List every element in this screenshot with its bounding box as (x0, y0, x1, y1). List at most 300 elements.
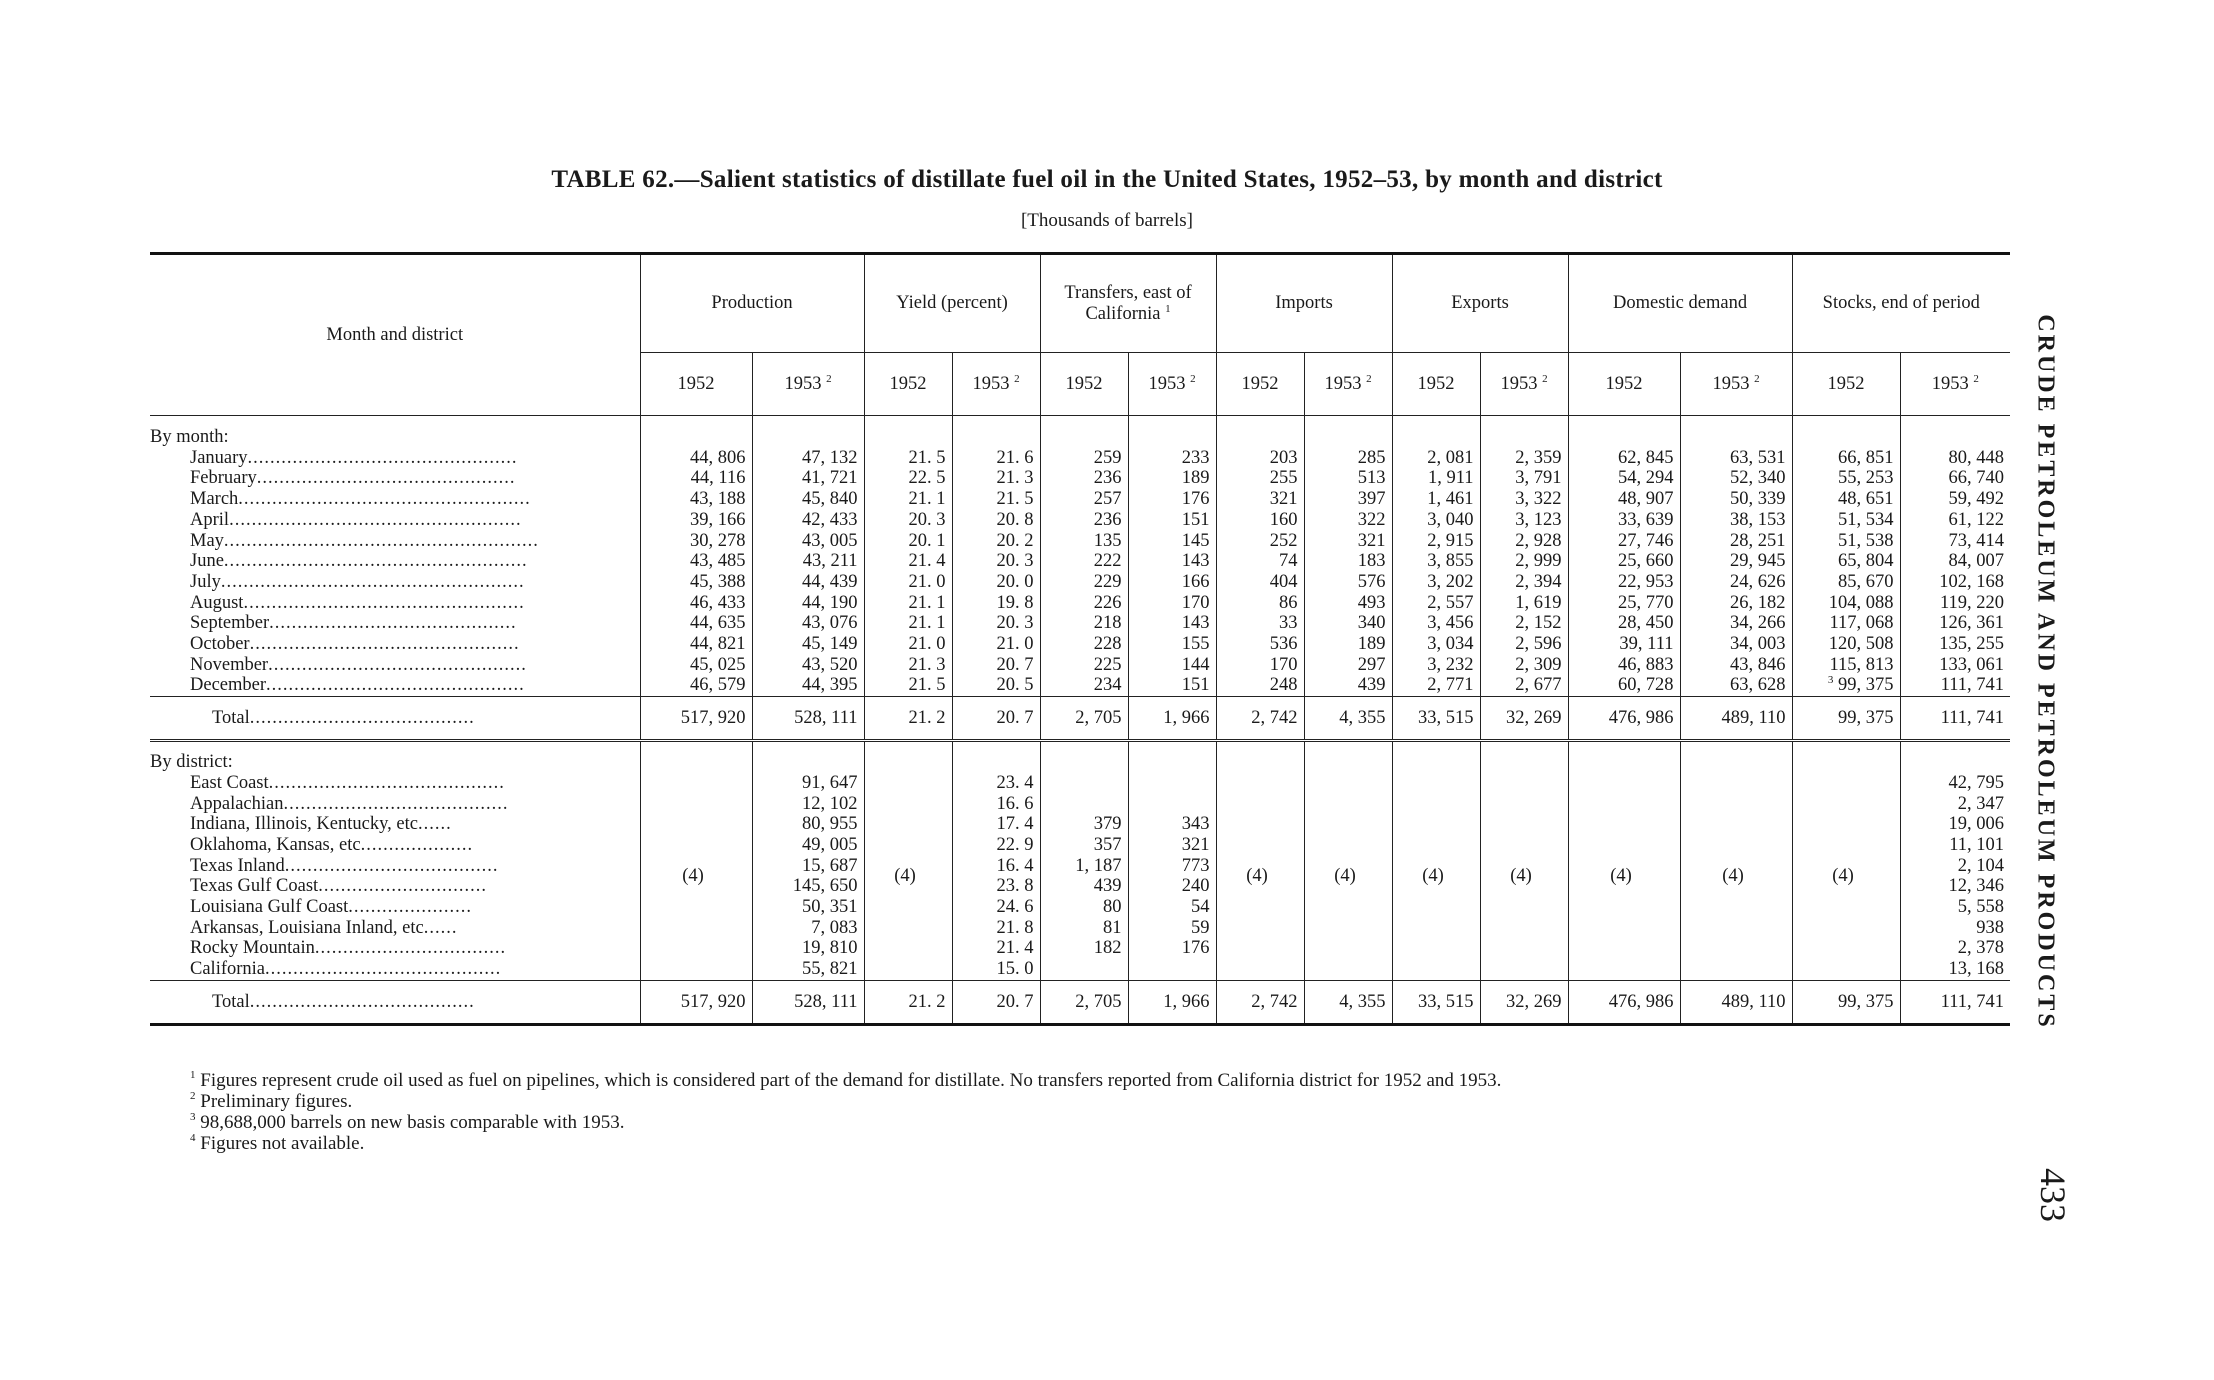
year-label: 1953 (1148, 373, 1186, 394)
table-cell (1680, 551, 1792, 572)
table-cell: 16. 4 (952, 856, 1040, 877)
table-cell (1392, 489, 1480, 510)
total-cell: 476, 986 (1568, 697, 1680, 741)
cell-value: 2, 394 (1515, 571, 1562, 592)
total-cell: 21. 2 (864, 980, 952, 1024)
cell-value: 203 (1269, 447, 1298, 468)
not-available-cell (1216, 773, 1304, 981)
table-cell (1480, 448, 1568, 469)
table-cell: 2, 347 (1900, 794, 2010, 815)
total-cell: 489, 110 (1680, 980, 1792, 1024)
cell-value: 48, 907 (1618, 489, 1674, 510)
row-label (150, 634, 640, 655)
row-label-text: Oklahoma, Kansas, etc (190, 834, 361, 855)
table-cell (752, 551, 864, 572)
table-cell (1680, 655, 1792, 676)
cell-value: 126, 361 (1939, 613, 2005, 634)
leader-dots: ........................................ (283, 793, 509, 814)
footnote-mark: 3 (1827, 674, 1834, 687)
table-row (150, 468, 2010, 489)
not-available-cell (1568, 773, 1680, 981)
table-cell (1392, 531, 1480, 552)
year-header-1953 (952, 353, 1040, 416)
table-cell (864, 468, 952, 489)
cell-value: 46, 579 (690, 675, 746, 696)
table-row (150, 551, 2010, 572)
group-header-stocks: Stocks, end of period (1792, 254, 2010, 353)
cell-value: 52, 340 (1730, 468, 1786, 489)
table-cell (1792, 655, 1900, 676)
table-cell: 15. 0 (952, 959, 1040, 980)
table-cell: 42, 795 (1900, 773, 2010, 794)
total-cell: 1, 966 (1128, 980, 1216, 1024)
cell-value: 2, 557 (1427, 592, 1474, 613)
table-cell (1680, 468, 1792, 489)
cell-value: 536 (1269, 634, 1298, 655)
cell-value: 225 (1093, 654, 1122, 675)
total-cell: 528, 111 (752, 697, 864, 741)
table-cell (864, 510, 952, 531)
table-cell (1040, 448, 1128, 469)
table-cell: 23. 8 (952, 876, 1040, 897)
leader-dots: ................................................ (249, 634, 520, 655)
table-cell (1304, 572, 1392, 593)
table-cell: 773 (1128, 856, 1216, 877)
total-cell: 33, 515 (1392, 697, 1480, 741)
row-label (150, 697, 640, 741)
group-header-transfers (1040, 254, 1216, 353)
table-cell (1792, 468, 1900, 489)
cell-value: 80, 448 (1948, 447, 2005, 468)
footnote-mark: 1 (190, 1069, 196, 1081)
year-header-1953 (1304, 353, 1392, 416)
year-label: 1953 (784, 373, 822, 394)
table-cell: 19, 810 (752, 938, 864, 959)
leader-dots: .......................................... (268, 772, 505, 793)
row-label (150, 897, 640, 918)
cell-value: 45, 840 (802, 489, 858, 510)
row-label-text: March (190, 489, 239, 510)
table-cell (1680, 489, 1792, 510)
cell-value: 144 (1181, 654, 1210, 675)
table-cell (1040, 572, 1128, 593)
cell-value: 1, 619 (1515, 592, 1562, 613)
table-subtitle: [Thousands of barrels] (1020, 210, 1193, 231)
row-label (150, 593, 640, 614)
table-row (150, 655, 2010, 676)
table-cell (1216, 448, 1304, 469)
leader-dots: ...... (417, 814, 452, 835)
table-cell: 439 (1040, 876, 1128, 897)
total-cell: 2, 742 (1216, 980, 1304, 1024)
table-cell (1216, 572, 1304, 593)
not-available-mark: (4) (894, 866, 916, 886)
row-label (150, 959, 640, 980)
cell-value: 39, 166 (690, 509, 746, 530)
year-header-1952: 1952 (1568, 353, 1680, 416)
table-cell (1568, 634, 1680, 655)
not-available-mark: (4) (682, 866, 704, 886)
row-label-text: Total (212, 707, 250, 728)
row-label (150, 468, 640, 489)
table-cell (1304, 655, 1392, 676)
table-cell: 379 (1040, 814, 1128, 835)
table-cell (1304, 593, 1392, 614)
leader-dots: .............................................. (256, 468, 516, 489)
cell-value: 45, 149 (802, 634, 858, 655)
table-row (150, 593, 2010, 614)
cell-value: 21. 5 (908, 675, 946, 696)
cell-value: 2, 677 (1515, 675, 1562, 696)
not-available-cell (640, 773, 752, 981)
cell-value: 2, 596 (1515, 634, 1562, 655)
cell-value: 73, 414 (1948, 530, 2005, 551)
cell-value: 51, 534 (1838, 509, 1894, 530)
table-cell (1128, 531, 1216, 552)
year-header-1953 (1480, 353, 1568, 416)
table-cell (1792, 613, 1900, 634)
row-label (150, 551, 640, 572)
total-row (150, 697, 2010, 741)
year-header-1952: 1952 (1216, 353, 1304, 416)
cell-value: 155 (1181, 634, 1210, 655)
cell-value: 43, 005 (802, 530, 858, 551)
table-cell (1392, 634, 1480, 655)
cell-value: 44, 821 (690, 634, 746, 655)
table-cell: 91, 647 (752, 773, 864, 794)
cell-value: 143 (1181, 551, 1210, 572)
cell-value: 285 (1357, 447, 1386, 468)
table-cell (640, 551, 752, 572)
table-cell (1900, 593, 2010, 614)
table-cell (952, 468, 1040, 489)
table-cell (1680, 448, 1792, 469)
table-cell (752, 468, 864, 489)
table-cell (1480, 489, 1568, 510)
cell-value: 321 (1269, 489, 1298, 510)
cell-value: 43, 485 (690, 551, 746, 572)
year-header-1953 (752, 353, 864, 416)
cell-value: 45, 025 (690, 654, 746, 675)
cell-value: 30, 278 (690, 530, 746, 551)
year-label: 1953 (1931, 373, 1969, 394)
table-cell (1568, 675, 1680, 696)
total-cell: 4, 355 (1304, 980, 1392, 1024)
table-cell (1792, 675, 1900, 696)
leader-dots: .................................. (314, 938, 507, 959)
table-cell (1040, 551, 1128, 572)
table-cell (1900, 655, 2010, 676)
row-label (150, 675, 640, 696)
table-cell (864, 572, 952, 593)
cell-value: 21. 5 (996, 489, 1034, 510)
table-cell (640, 572, 752, 593)
cell-value: 21. 5 (908, 447, 946, 468)
cell-value: 321 (1357, 530, 1386, 551)
table-cell (864, 675, 952, 696)
table-cell (1128, 655, 1216, 676)
table-cell (752, 655, 864, 676)
table-cell (1568, 468, 1680, 489)
leader-dots: ............................................ (269, 613, 517, 634)
cell-value: 2, 928 (1515, 530, 1562, 551)
table-cell (1392, 593, 1480, 614)
table-cell: 321 (1128, 835, 1216, 856)
cell-value: 255 (1269, 468, 1298, 489)
table-cell (752, 593, 864, 614)
table-cell (1128, 448, 1216, 469)
table-cell (864, 593, 952, 614)
cell-value: 51, 538 (1838, 530, 1894, 551)
leader-dots: ...................................................... (220, 571, 525, 592)
table-cell (1040, 468, 1128, 489)
table-cell (1900, 468, 2010, 489)
table-cell (1680, 593, 1792, 614)
page-number (2033, 1155, 2073, 1235)
cell-value: 120, 508 (1828, 634, 1894, 655)
not-available-cell (1680, 773, 1792, 981)
table-cell: 7, 083 (752, 918, 864, 939)
cell-value: 21. 3 (908, 654, 946, 675)
leader-dots: .......................................... (265, 959, 502, 980)
cell-value: 236 (1093, 468, 1122, 489)
cell-value: 54, 294 (1618, 468, 1674, 489)
table-cell: 24. 6 (952, 897, 1040, 918)
cell-value: 3, 202 (1427, 571, 1474, 592)
table-cell (1040, 655, 1128, 676)
table-row (150, 675, 2010, 696)
cell-value: 20. 3 (908, 509, 946, 530)
table-cell (1900, 613, 2010, 634)
row-label (150, 489, 640, 510)
year-header-1953 (1680, 353, 1792, 416)
table-cell (1680, 613, 1792, 634)
cell-value: 218 (1093, 613, 1122, 634)
total-cell: 2, 742 (1216, 697, 1304, 741)
cell-value: 2, 309 (1515, 654, 1562, 675)
row-label-text: East Coast (190, 772, 269, 793)
cell-value: 3, 123 (1515, 509, 1562, 530)
cell-value: 46, 883 (1618, 654, 1674, 675)
year-label: 1953 (1324, 373, 1362, 394)
table-cell: 2, 378 (1900, 938, 2010, 959)
row-label-text: Texas Inland (190, 855, 285, 876)
cell-value: 340 (1357, 613, 1386, 634)
cell-value: 189 (1357, 634, 1386, 655)
row-label (150, 814, 640, 835)
total-cell: 20. 7 (952, 980, 1040, 1024)
cell-value: 25, 770 (1618, 592, 1674, 613)
table-cell: 5, 558 (1900, 897, 2010, 918)
group-header-exports: Exports (1392, 254, 1568, 353)
total-cell: 489, 110 (1680, 697, 1792, 741)
cell-value: 21. 0 (908, 571, 946, 592)
table-cell (1900, 634, 2010, 655)
table-cell (1304, 551, 1392, 572)
cell-value: 233 (1181, 447, 1210, 468)
cell-value: 2, 915 (1427, 530, 1474, 551)
running-header-text: CRUDE PETROLEUM AND PETROLEUM PRODUCTS (2032, 314, 2059, 1030)
table-cell (640, 675, 752, 696)
cell-value: 33, 639 (1618, 509, 1674, 530)
cell-value: 236 (1093, 509, 1122, 530)
cell-value: 33 (1279, 613, 1298, 634)
table-cell (752, 489, 864, 510)
table-cell (640, 531, 752, 552)
table-title: TABLE 62.—Salient statistics of distillate fuel oil in the United States, 1952–53, by month and district (551, 166, 1663, 193)
table-cell (1680, 675, 1792, 696)
cell-value: 104, 088 (1828, 592, 1894, 613)
table-cell (1792, 448, 1900, 469)
section-row-by-month (150, 417, 2010, 448)
leader-dots: .............................................. (268, 654, 527, 675)
cell-value: 160 (1269, 509, 1298, 530)
table-cell (1568, 489, 1680, 510)
cell-value: 234 (1093, 675, 1122, 696)
table-cell (1304, 510, 1392, 531)
cell-value: 2, 771 (1427, 675, 1474, 696)
table-row (150, 634, 2010, 655)
leader-dots: ...................... (348, 897, 473, 918)
table-cell (1304, 448, 1392, 469)
table-cell (1900, 551, 2010, 572)
cell-value: 99, 375 (1838, 675, 1894, 696)
footnote (190, 1070, 1501, 1091)
row-label-text: California (190, 959, 266, 980)
footnote-mark: 2 (826, 372, 832, 385)
total-cell: 111, 741 (1900, 697, 2010, 741)
leader-dots: .............................. (318, 876, 487, 897)
leader-dots: .................................................... (229, 509, 522, 530)
footnote-mark: 2 (190, 1090, 196, 1102)
total-cell: 99, 375 (1792, 697, 1900, 741)
table-cell: 343 (1128, 814, 1216, 835)
cell-value: 183 (1357, 551, 1386, 572)
section-row-by-district (150, 741, 2010, 773)
cell-value: 74 (1279, 551, 1298, 572)
row-label (150, 835, 640, 856)
cell-value: 404 (1269, 571, 1298, 592)
cell-value: 252 (1269, 530, 1298, 551)
cell-value: 29, 945 (1730, 551, 1786, 572)
table-cell (1040, 593, 1128, 614)
row-label-text: August (190, 592, 244, 613)
cell-value: 21. 0 (908, 634, 946, 655)
table-cell (1392, 551, 1480, 572)
group-header-imports: Imports (1216, 254, 1392, 353)
footnote-mark: 2 (1190, 372, 1196, 385)
cell-value: 189 (1181, 468, 1210, 489)
cell-value: 34, 003 (1730, 634, 1786, 655)
table-row (150, 448, 2010, 469)
footnote-mark: 3 (190, 1111, 196, 1123)
table-cell: 13, 168 (1900, 959, 2010, 980)
cell-value: 115, 813 (1829, 654, 1894, 675)
table-cell (864, 613, 952, 634)
cell-value: 27, 746 (1618, 530, 1674, 551)
table-cell (1900, 448, 2010, 469)
total-cell: 4, 355 (1304, 697, 1392, 741)
table-cell (1216, 468, 1304, 489)
cell-value: 85, 670 (1838, 571, 1894, 592)
footnote-mark: 2 (1014, 372, 1020, 385)
table-cell (864, 489, 952, 510)
cell-value: 397 (1357, 489, 1386, 510)
cell-value: 44, 806 (690, 447, 746, 468)
table-cell (640, 655, 752, 676)
not-available-mark: (4) (1422, 866, 1444, 886)
table-cell (1216, 655, 1304, 676)
cell-value: 48, 651 (1838, 489, 1894, 510)
cell-value: 21. 1 (908, 592, 946, 613)
cell-value: 21. 1 (908, 613, 946, 634)
cell-value: 24, 626 (1730, 571, 1786, 592)
cell-value: 322 (1357, 509, 1386, 530)
running-header (2025, 292, 2065, 1052)
footnote-mark: 2 (1754, 372, 1760, 385)
table-cell (1480, 613, 1568, 634)
cell-value: 135, 255 (1939, 634, 2005, 655)
cell-value: 151 (1181, 509, 1210, 530)
cell-value: 44, 439 (802, 571, 858, 592)
table-cell: 176 (1128, 938, 1216, 959)
table-cell (1040, 531, 1128, 552)
row-label (150, 876, 640, 897)
table-cell (1900, 572, 2010, 593)
cell-value: 228 (1093, 634, 1122, 655)
row-label-text: December (190, 675, 267, 696)
table-row (150, 510, 2010, 531)
row-label-text: November (190, 654, 269, 675)
cell-value: 66, 740 (1948, 468, 2005, 489)
table-cell (1480, 634, 1568, 655)
leader-dots: ........................................ (249, 991, 475, 1012)
table-cell (1900, 489, 2010, 510)
cell-value: 170 (1181, 592, 1210, 613)
table-cell: 23. 4 (952, 773, 1040, 794)
cell-value: 26, 182 (1730, 592, 1786, 613)
cell-value: 66, 851 (1838, 447, 1894, 468)
cell-value: 143 (1181, 613, 1210, 634)
leader-dots: ...................................... (284, 855, 499, 876)
table-cell (864, 551, 952, 572)
table-cell (1216, 510, 1304, 531)
cell-value: 229 (1093, 571, 1122, 592)
table-cell: 80, 955 (752, 814, 864, 835)
year-label: 1953 (1712, 373, 1750, 394)
cell-value: 111, 741 (1940, 675, 2005, 696)
table-cell (1392, 613, 1480, 634)
table-cell: 21. 4 (952, 938, 1040, 959)
cell-value: 44, 116 (690, 468, 746, 489)
row-label-text: September (190, 613, 270, 634)
table-cell (1304, 489, 1392, 510)
table-cell (952, 572, 1040, 593)
cell-value: 20. 0 (996, 571, 1034, 592)
table-cell (1392, 572, 1480, 593)
footnote-text: Preliminary figures. (200, 1091, 353, 1112)
cell-value: 43, 846 (1730, 654, 1786, 675)
row-label-text: July (190, 571, 221, 592)
table-cell (1216, 551, 1304, 572)
year-header-1952: 1952 (1392, 353, 1480, 416)
cell-value: 41, 721 (802, 468, 858, 489)
footnote (190, 1112, 1501, 1133)
cell-value: 42, 433 (802, 509, 858, 530)
footnote-mark: 2 (1973, 372, 1979, 385)
cell-value: 44, 190 (802, 592, 858, 613)
table-cell (1480, 655, 1568, 676)
